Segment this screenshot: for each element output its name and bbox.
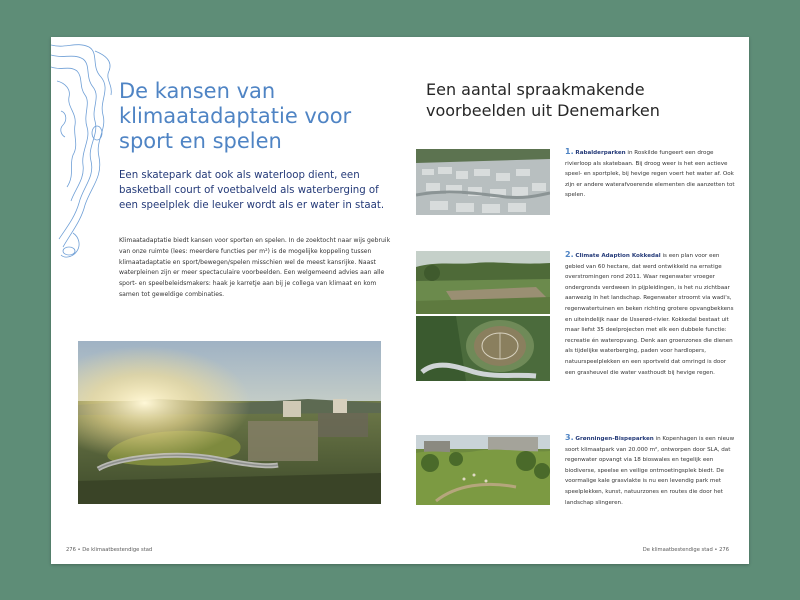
example-2-number: 2. [565, 250, 574, 259]
example-3-description: in Kopenhagen is een nieuw soort klimaatpark van 20.000 m², ontworpen door SLA, dat regenwater opvangt via 18 bioswales en tegelijk een biodiverse, speelse en veilige ontmoetingsplek biedt. De voormalige kale grasvlakte is nu een levendig park met speelplekken, kunst, natuurzones en routes die door het landschap slingeren. [565, 436, 735, 506]
left-page [51, 37, 400, 564]
page-footer-right: De klimaatbestendige stad • 276 [642, 547, 729, 553]
page-title: De kansen van klimaatadaptatie voor sport en spelen [119, 79, 352, 153]
example-3-name: Grønningen-Bispeparken [575, 436, 654, 442]
kokkedal-photos [416, 251, 550, 381]
gronningen-bispeparken-photo [416, 435, 550, 505]
example-3-text [565, 433, 735, 508]
rabalderparken-photo [416, 149, 550, 215]
kokkedal-sportfield-photo [416, 316, 550, 381]
example-2-description: is een plan voor een gebied van 60 hectare, dat werd ontwikkeld na ernstige overstromingen rond 2011. Waar regenwater vroeger ondergronds verdween in pijpleidingen, is het nu zichtbaar aanwezig in het landschap. Regenwater stroomt via wadi's, regenwatertuinen en beken richting grotere opvangbekkens en uiteindelijk naar de Usserød-rivier. Kokkedal bestaat uit maar liefst 35 deelprojecten met elk een dubbele functie: recreatie én wateropvang. Denk aan groenzones die dienen als tijdelijke waterberging, paden voor hardlopers, natuurspeelplekken en een sportveld dat omringd is door een grasheuvel die water vasthoudt bij hevige regen. [565, 253, 734, 376]
examples-title: Een aantal spraakmakende voorbeelden uit Denemarken [426, 80, 660, 120]
example-1-number: 1. [565, 147, 574, 156]
book-spread [51, 37, 749, 564]
example-1-description: in Roskilde fungeert een droge rivierloop als skatebaan. Bij droog weer is het een actieve speel- en sportplek, bij hevige regen voert het water af. Ook zijn er andere waterafvoerende elementen die aanzetten tot spelen. [565, 150, 735, 199]
example-1-name: Rabalderparken [575, 150, 626, 156]
example-2-text [565, 250, 735, 378]
page-footer-left: 276 • De klimaatbestendige stad [66, 547, 153, 553]
example-1-text [565, 147, 735, 201]
body-paragraph: Klimaatadaptatie biedt kansen voor sporten en spelen. In de zoektocht naar wijs gebruik van onze ruimte (lees: meerdere functies per m²) is de mogelijke koppeling tussen klimaatadaptatie en sport/bewegen/spelen misschien wel de meest kansrijke. Naast waterpleinen zijn er meer spectaculaire voorbeelden. Een welgemeend advies aan alle sport- en speelbeleidsmakers: haak je karretje aan bij je collega van klimaat en kom samen tot geweldige combinaties. [119, 237, 391, 298]
skatepark-aerial-photo [78, 341, 381, 504]
kokkedal-park-photo [416, 251, 550, 314]
intro-subtitle: Een skatepark dat ook als waterloop dient, een basketball court of voetbalveld als waterberging of een speelplek die leuker wordt als er water in staat. [119, 170, 385, 212]
contour-lines-decoration [51, 37, 121, 267]
right-page [400, 37, 749, 564]
example-3-number: 3. [565, 433, 574, 442]
example-2-name: Climate Adaption Kokkedal [575, 253, 661, 259]
